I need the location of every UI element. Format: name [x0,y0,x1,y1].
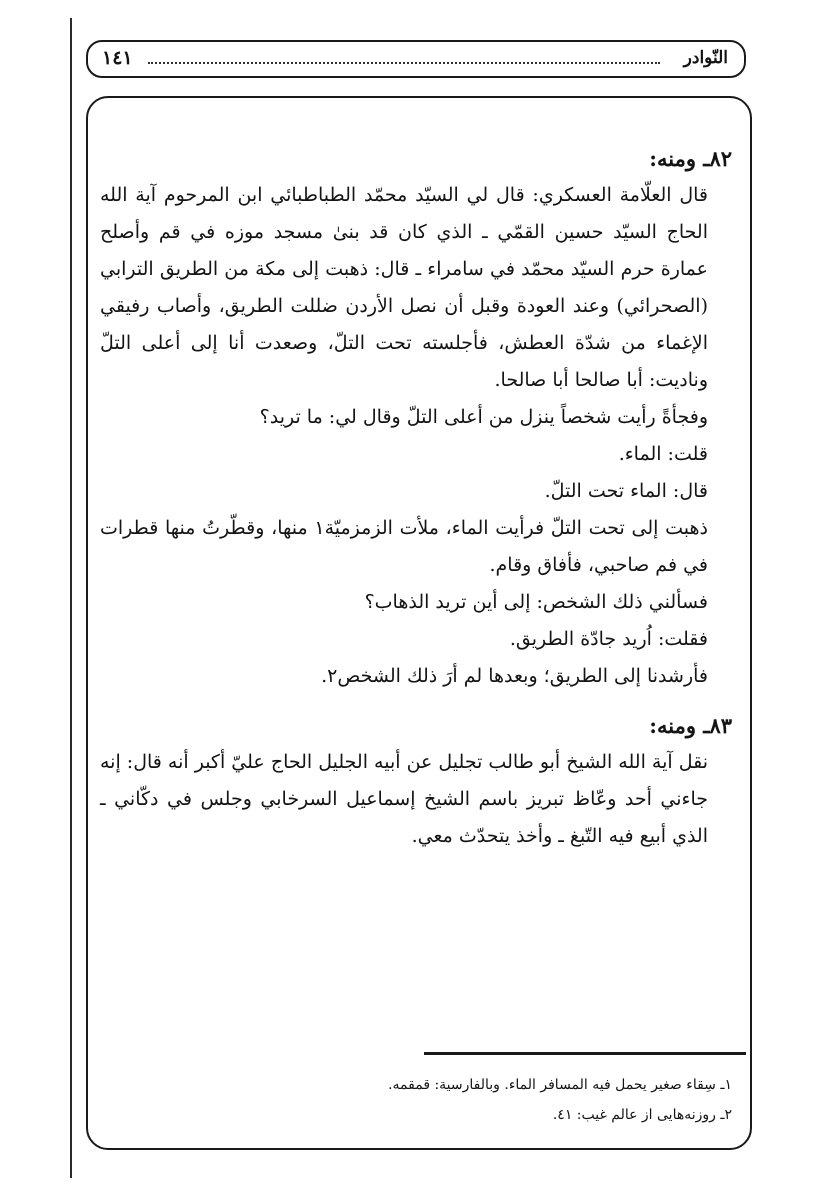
running-header-title: النّوادر [683,48,728,68]
paragraph: فأرشدنا إلى الطريق؛ وبعدها لم أرَ ذلك الشخص٢. [321,665,708,687]
paragraph: وفجأةً رأيت شخصاً ينزل من أعلى التلّ وقال لي: ما تريد؟ [259,406,708,428]
main-text [100,140,732,855]
page-number: ١٤١ [102,47,133,69]
paragraph: نقل آية الله الشيخ أبو طالب تجليل عن أبيه الجليل الحاج عليّ أكبر أنه قال: إنه جاءني أحد وعّاظ تبريز باسم الشيخ إسماعيل السرخابي وجلس في دكّاني ـ الذي أبيع فيه التّبغ ـ وأخذ يتحدّث معي. [100,751,708,847]
paragraph: قال العلّامة العسكري: قال لي السيّد محمّد الطباطبائي ابن المرحوم آية الله الحاج السيّد حسين القمّي ـ الذي كان قد بنىٰ مسجد موزه في قم وأصلح عمارة حرم السيّد محمّد في سامراء ـ قال: ذهبت إلى مكة من الطريق الترابي (الصحرائي) وعند العودة وقبل أن نصل الأردن ضللت الطريق، وأصاب رفيقي الإغماء من شدّة العطش، فأجلسته تحت التلّ، وصعدت أنا إلى أعلى التلّ وناديت: أبا صالحا أبا صالحا. [100,184,708,391]
section-heading-82: ٨٢ـ ومنه: [649,146,732,171]
paragraph: فقلت: اُريد جادّة الطريق. [509,628,708,650]
paragraph: قلت: الماء. [618,443,708,465]
footnotes [100,1070,732,1130]
footnote-separator [424,1052,746,1055]
paragraph: قال: الماء تحت التلّ. [544,480,708,502]
section-heading-83: ٨٣ـ ومنه: [649,713,732,738]
left-margin-rule [70,18,72,1178]
paragraph: ذهبت إلى تحت التلّ فرأيت الماء، ملأت الزمزميّة١ منها، وقطّرتُ منها قطرات في فم صاحبي، فأفاق وقام. [100,517,709,576]
footnote-1: ١ـ سِقاء صغير يحمل فيه المسافر الماء. وبالفارسية: قمقمه. [388,1077,732,1093]
running-header [86,40,746,78]
paragraph: فسألني ذلك الشخص: إلى أين تريد الذهاب؟ [364,591,708,613]
footnote-2: ٢ـ روزنه‌هايى از عالم غيب: ٤١. [552,1107,732,1123]
header-dot-leader [148,62,660,64]
